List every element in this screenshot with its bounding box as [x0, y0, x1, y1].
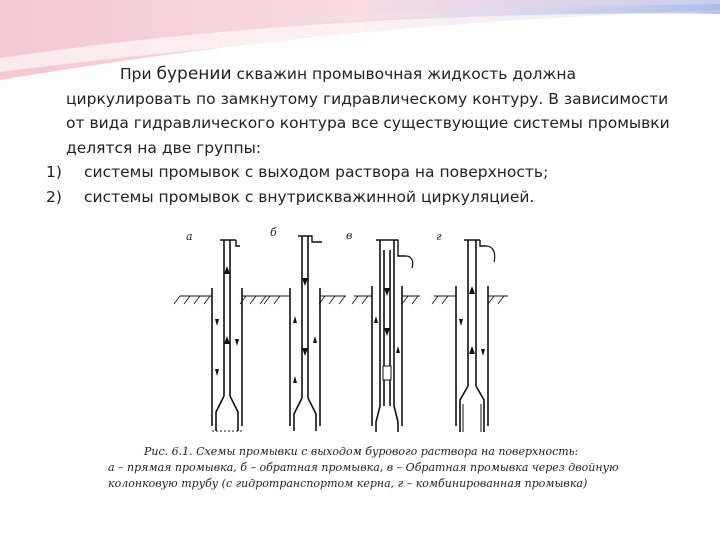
intro-lead: При [120, 65, 157, 83]
list-item [46, 160, 686, 185]
intro-rest: скважин промывочная жидкость должна циркулировать по замкнутому гидравлическому контуру. В зависимости от вида гидравлического контура все существующие системы промывки делятся на две группы: [66, 65, 670, 157]
figure-label-v: в [346, 229, 353, 242]
figure-label-b: б [270, 226, 277, 239]
list-item [46, 185, 686, 210]
intro-keyword: бурении [156, 64, 232, 84]
intro-paragraph [66, 62, 686, 160]
list-item-number: 1) [46, 163, 62, 181]
scheme-b [264, 236, 346, 431]
caption-legend: а – прямая промывка, б – обратная промывка, в – Обратная промывка через двойную колонковую трубу (с гидротранспортом керна, г – комбинированная промывка) [108, 461, 619, 490]
intro-text [66, 62, 686, 160]
figure-label-a: а [186, 230, 193, 243]
list-item-text: системы промывок с выходом раствора на поверхность; [84, 163, 549, 181]
scheme-g [432, 240, 508, 432]
washing-systems-list [46, 160, 686, 210]
flushing-schemes-figure [150, 226, 510, 442]
scheme-v [352, 240, 420, 432]
scheme-a [174, 240, 274, 431]
caption-title: Рис. 6.1. Схемы промывки с выходом бурового раствора на поверхность: [144, 445, 579, 458]
list-item-text: системы промывок с внутрискважинной циркуляцией. [84, 188, 535, 206]
figure-caption [108, 444, 628, 492]
figure-label-g: г [436, 230, 442, 243]
list-item-number: 2) [46, 188, 62, 206]
